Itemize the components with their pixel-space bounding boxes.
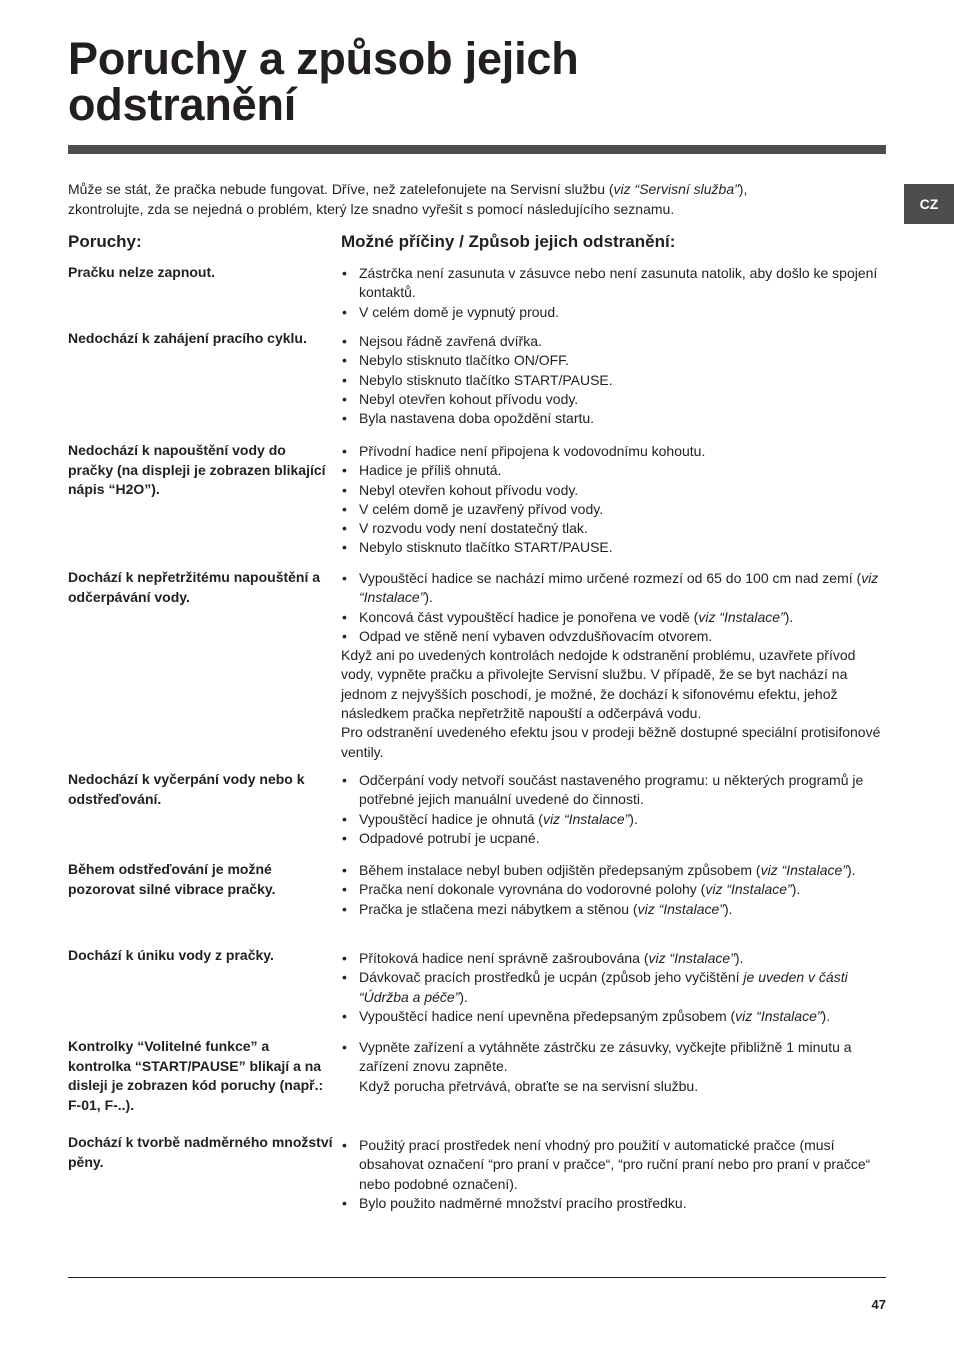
page-title <box>68 33 768 130</box>
cause-note: Když ani po uvedených kontrolách nedojde k odstranění problému, uzavřete přívod vody, vypněte pračku a přivolejte Servisní službu. V případě, že se byt nachází na jednom z nejvyšších poschodí, je možné, že dochází k sifonovému efektu, jehož následkem pračka nepřetržitě napouští a odčerpává vodu. <box>341 647 856 722</box>
intro-text: ), <box>738 181 748 197</box>
udrzba-reference: je uveden v části “Údržba a péče” <box>359 969 848 1005</box>
cause-item: • V rozvodu vody není dostatečný tlak. <box>341 519 886 538</box>
instalace-reference: viz “Instalace” <box>542 810 630 827</box>
cause-list <box>341 771 886 848</box>
cause-item: • Nebylo stisknuto tlačítko START/PAUSE. <box>341 371 886 390</box>
cause-item: • V celém domě je uzavřený přívod vody. <box>341 500 886 519</box>
cause-item: • Byla nastavena doba opoždění startu. <box>341 409 886 428</box>
cause-item: • Přívodní hadice není připojena k vodovodnímu kohoutu. <box>341 442 886 461</box>
problem-text: Během odstřeďování je možné pozorovat silné vibrace pračky. <box>68 861 276 897</box>
cause-list <box>341 332 886 428</box>
page-title-line-1: Poruchy a způsob jejich <box>68 33 579 84</box>
language-tab: CZ <box>904 184 954 224</box>
cause-item: • Nebyl otevřen kohout přívodu vody. <box>341 390 886 409</box>
cause-item: • Použitý prací prostředek není vhodný pro použití v automatické pračce (musí obsahovat označení “pro praní v pračce“, “pro ruční praní nebo pro praní v pračce“ nebo podobné označení). <box>341 1136 886 1194</box>
footer-divider <box>68 1277 886 1278</box>
cause-list <box>341 569 886 762</box>
cause-list <box>341 264 886 322</box>
intro-text: zkontrolujte, zda se nejedná o problém, který lze snadno vyřešit s pomocí následujícího seznamu. <box>68 200 675 217</box>
cause-item: • Zástrčka není zasunuta v zásuvce nebo není zasunuta natolik, aby došlo ke spojení kontaktů. <box>341 264 886 303</box>
cause-item: • Nejsou řádně zavřená dvířka. <box>341 332 886 351</box>
problem-text: Dochází k nepřetržitému napouštění a odčerpávání vody. <box>68 569 321 605</box>
instalace-reference: viz “Instalace” <box>735 1007 822 1024</box>
page-number: 47 <box>871 1297 886 1312</box>
problem-text: Kontrolky “Volitelné funkce” a kontrolka “START/PAUSE” blikají a na disleji je zobrazen kód poruchy (např.: F-01, F-..). <box>68 1038 324 1113</box>
cause-item: • Pračka je stlačena mezi nábytkem a stěnou (viz “Instalace”). <box>341 900 886 919</box>
cause-item: • Vypouštěcí hadice není upevněna předepsaným způsobem (viz “Instalace”). <box>341 1007 886 1026</box>
intro-reference: viz “Servisní služba” <box>613 181 739 197</box>
cause-item: • Přítoková hadice není správně zašroubována (viz “Instalace”). <box>341 949 886 968</box>
problem-text: Nedochází k zahájení pracího cyklu. <box>68 330 307 346</box>
cause-list <box>341 861 886 919</box>
cause-item: • Koncová část vypouštěcí hadice je ponořena ve vodě (viz “Instalace”). <box>341 608 886 627</box>
causes-column-heading: Možné příčiny / Způsob jejich odstranění: <box>341 232 676 251</box>
cause-item: • Nebylo stisknuto tlačítko ON/OFF. <box>341 351 886 370</box>
problem-text: Nedochází k napouštění vody do pračky (na displeji je zobrazen blikající nápis “H2O”). <box>68 442 326 497</box>
cause-item: • Bylo použito nadměrné množství pracího prostředku. <box>341 1194 886 1213</box>
cause-item: • Nebylo stisknuto tlačítko START/PAUSE. <box>341 538 886 557</box>
cause-note: Pro odstranění uvedeného efektu jsou v prodeji běžně dostupné speciální protisifonové ventily. <box>341 724 881 760</box>
cause-item: • Vypouštěcí hadice je ohnutá (viz “Instalace”). <box>341 810 886 829</box>
title-divider <box>68 145 886 154</box>
cause-item: • Vypouštěcí hadice se nachází mimo určené rozmezí od 65 do 100 cm nad zemí (viz “Instalace”). <box>341 569 886 608</box>
cause-item: • Odčerpání vody netvoří součást nastaveného programu: u některých programů je potřebné jejich manuální uvedené do činnosti. <box>341 771 886 810</box>
cause-list <box>341 1136 886 1213</box>
cause-list <box>341 949 886 1026</box>
instalace-reference: viz “Instalace” <box>760 862 847 878</box>
problems-column-heading: Poruchy: <box>68 232 142 251</box>
problem-text: Pračku nelze zapnout. <box>68 264 216 280</box>
cause-list <box>341 442 886 558</box>
page-title-line-2: odstranění <box>68 79 297 130</box>
intro-paragraph <box>68 180 848 219</box>
problem-text: Dochází k tvorbě nadměrného množství pěny. <box>68 1134 333 1170</box>
cause-list <box>341 1038 886 1096</box>
cause-item: • Vypněte zařízení a vytáhněte zástrčku ze zásuvky, vyčkejte přibližně 1 minutu a zařízení znovu zapněte. <box>341 1038 886 1077</box>
cause-item: • Odpadové potrubí je ucpané. <box>341 829 886 848</box>
cause-item: • Pračka není dokonale vyrovnána do vodorovné polohy (viz “Instalace”). <box>341 880 886 899</box>
instalace-reference: viz “Instalace” <box>698 608 785 625</box>
problem-text: Dochází k úniku vody z pračky. <box>68 947 274 963</box>
cause-item: • V celém domě je vypnutý proud. <box>341 303 886 322</box>
cause-note: Když porucha přetrvává, obraťte se na servisní službu. <box>359 1077 699 1094</box>
cause-item: • Odpad ve stěně není vybaven odvzdušňovacím otvorem. <box>341 627 886 646</box>
cause-item: • Dávkovač pracích prostředků je ucpán (způsob jeho vyčištění je uveden v části “Údržba a péče”). <box>341 968 886 1007</box>
cause-item: • Hadice je příliš ohnutá. <box>341 461 886 480</box>
problem-text: Nedochází k vyčerpání vody nebo k odstřeďování. <box>68 771 305 807</box>
cause-item: • Nebyl otevřen kohout přívodu vody. <box>341 481 886 500</box>
intro-text: Může se stát, že pračka nebude fungovat. Dříve, než zatelefonujete na Servisní službu ( <box>68 181 614 197</box>
instalace-reference: viz “Instalace” <box>705 881 792 898</box>
instalace-reference: viz “Instalace” <box>648 950 735 966</box>
instalace-reference: viz “Instalace” <box>359 570 879 606</box>
instalace-reference: viz “Instalace” <box>637 900 724 917</box>
cause-item: • Během instalace nebyl buben odjištěn předepsaným způsobem (viz “Instalace”). <box>341 861 886 880</box>
